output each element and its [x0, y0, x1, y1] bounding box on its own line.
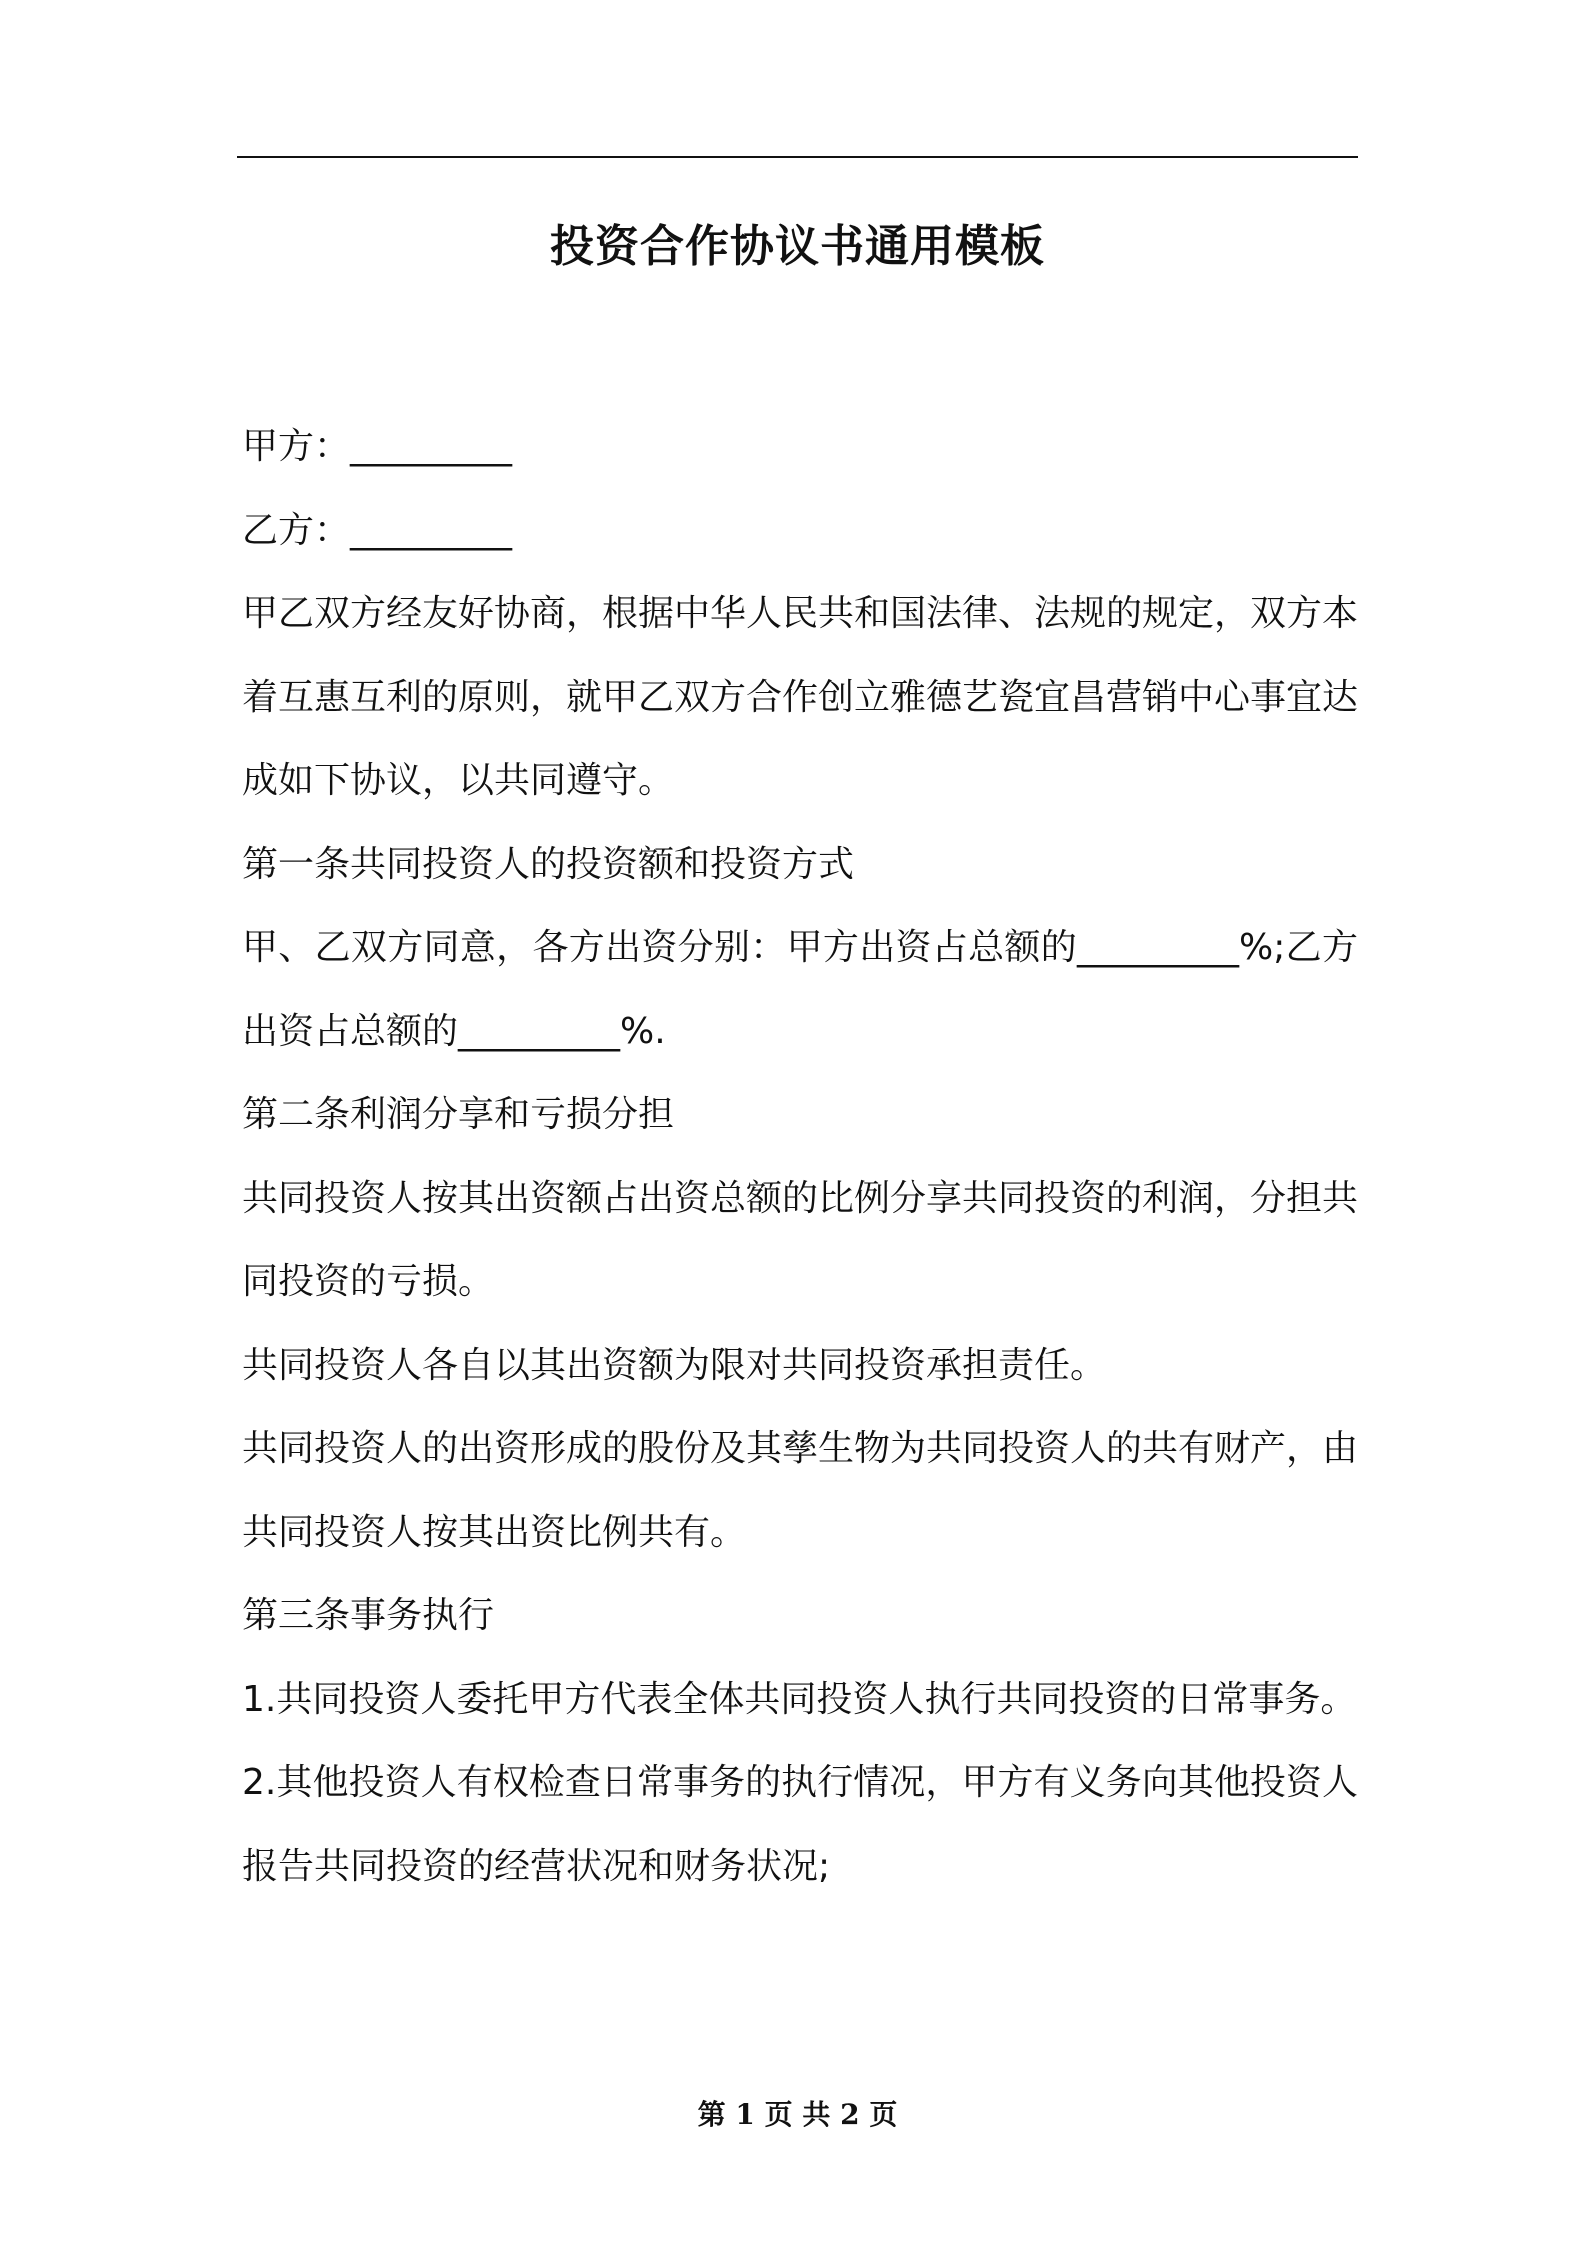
article-1-heading: 第一条共同投资人的投资额和投资方式: [242, 843, 855, 885]
article-2-paragraph-1: 共同投资人按其出资额占出资总额的比例分享共同投资的利润，分担共同投资的亏损。: [242, 1177, 1359, 1302]
party-b-line: 乙方：_________: [242, 509, 513, 551]
document-body: [242, 405, 1358, 1908]
page-number-footer: 第 1 页 共 2 页: [697, 2098, 898, 2131]
article-1-paragraph: 甲、乙双方同意，各方出资分别：甲方出资占总额的_________%;乙方出资占总额的_________%.: [242, 927, 1358, 1052]
article-2-paragraph-3: 共同投资人的出资形成的股份及其孳生物为共同投资人的共有财产，由共同投资人按其出资比例共有。: [242, 1428, 1359, 1553]
article-3-item-1: 1.共同投资人委托甲方代表全体共同投资人执行共同投资的日常事务。: [242, 1678, 1357, 1720]
header-divider: [237, 156, 1358, 158]
article-3-heading: 第三条事务执行: [242, 1595, 495, 1636]
document-title: 投资合作协议书通用模板: [550, 221, 1045, 272]
party-a-line: 甲方：_________: [242, 426, 513, 467]
preamble-paragraph: 甲乙双方经友好协商，根据中华人民共和国法律、法规的规定，双方本着互惠互利的原则，就甲乙双方合作创立雅德艺瓷宜昌营销中心事宜达成如下协议，以共同遵守。: [242, 593, 1359, 801]
article-3-item-2: 2.其他投资人有权检查日常事务的执行情况，甲方有义务向其他投资人报告共同投资的经营状况和财务状况;: [242, 1762, 1358, 1887]
article-2-paragraph-2: 共同投资人各自以其出资额为限对共同投资承担责任。: [242, 1344, 1107, 1386]
article-2-heading: 第二条利润分享和亏损分担: [242, 1094, 675, 1135]
